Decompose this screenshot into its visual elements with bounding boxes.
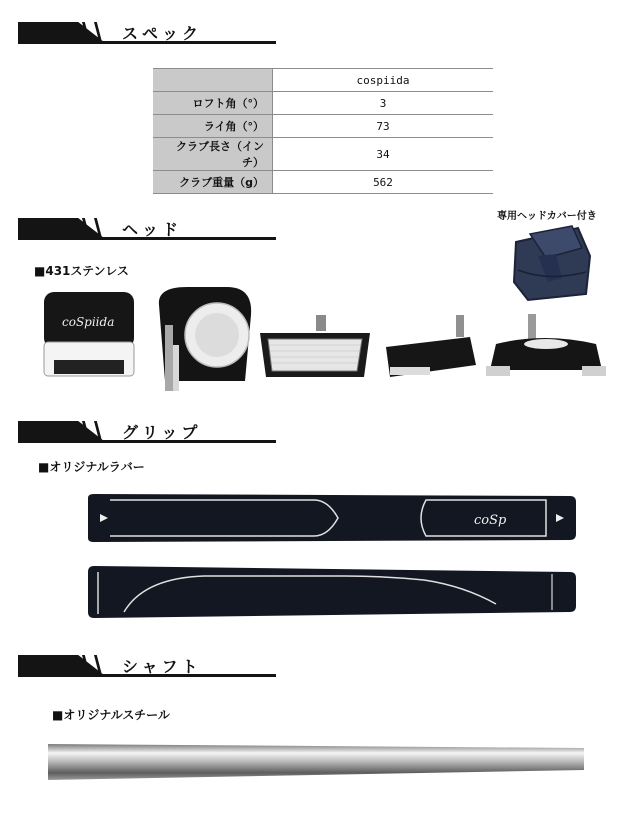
grip-photo-bottom [84, 560, 580, 622]
table-header-corner [153, 69, 273, 92]
head-material: ■431ステンレス [34, 264, 129, 278]
header-band [18, 22, 104, 42]
section-title: グリップ [122, 423, 202, 442]
head-logo: coSpiida [62, 315, 115, 329]
head-photo-top-view [40, 290, 138, 382]
row-label: クラブ長さ（インチ） [153, 138, 273, 171]
row-label: ロフト角（°） [153, 92, 273, 115]
section-header-spec [18, 22, 276, 48]
head-photo-front-view [256, 315, 374, 381]
row-value: 73 [273, 115, 494, 138]
section-header-head [18, 218, 276, 244]
table-row [153, 92, 493, 115]
head-photo-face-view [157, 285, 253, 393]
grip-material: ■オリジナルラバー [38, 460, 145, 474]
grip-logo: coSp [474, 513, 507, 528]
shaft-material: ■オリジナルスチール [52, 708, 170, 722]
section-header-grip [18, 421, 276, 447]
row-value: 34 [273, 138, 494, 171]
section-title: スペック [122, 24, 203, 43]
section-title: ヘッド [122, 220, 183, 239]
table-header-row [153, 69, 493, 92]
row-label: ライ角（°） [153, 115, 273, 138]
row-value: 3 [273, 92, 494, 115]
header-band [18, 655, 104, 675]
head-cover-label: 専用ヘッドカバー付き [497, 211, 597, 222]
table-row [153, 115, 493, 138]
section-header-shaft [18, 655, 276, 681]
section-title: シャフト [122, 657, 202, 676]
head-photo-side-view [380, 315, 480, 381]
header-band [18, 421, 104, 441]
header-band [18, 218, 104, 238]
spec-table [153, 68, 493, 194]
table-row [153, 171, 493, 194]
table-header-model: cospiida [273, 69, 494, 92]
row-label: クラブ重量（g） [153, 171, 273, 194]
row-value: 562 [273, 171, 494, 194]
table-row [153, 138, 493, 171]
shaft-photo [46, 740, 586, 784]
head-cover-image [508, 222, 594, 304]
head-photo-back-view [484, 314, 608, 382]
grip-photo-top [84, 490, 580, 546]
